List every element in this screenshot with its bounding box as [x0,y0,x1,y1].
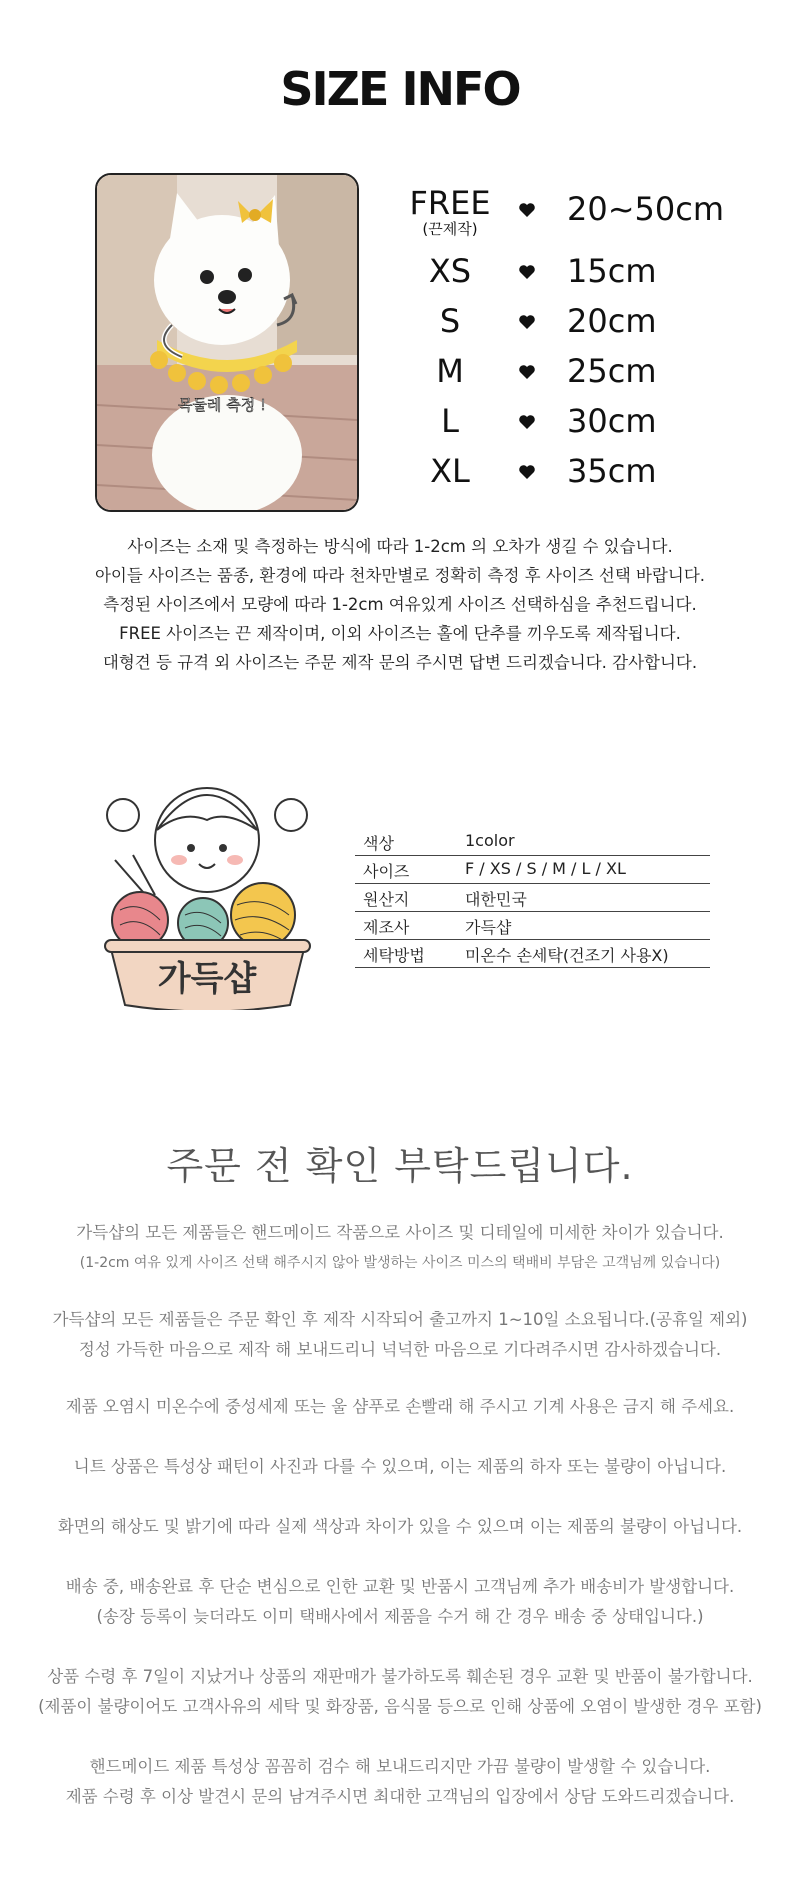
order-note-line: 제품 수령 후 이상 발견시 문의 남겨주시면 최대한 고객님의 입장에서 상담 도와드리겠습니다. [65,1787,735,1806]
spec-label: 원산지 [363,890,410,909]
size-row-s [395,302,755,352]
order-note-line: (송장 등록이 늦더라도 이미 택배사에서 제품을 수거 해 간 경우 배송 중 상태입니다.) [96,1607,704,1626]
spec-label: 세탁방법 [363,946,425,965]
size-row-l [395,402,755,452]
order-note-block [0,1305,800,1365]
order-note-block [0,1452,800,1482]
size-name: XL [430,452,470,490]
size-value: 20cm [567,302,657,340]
spec-value: F / XS / S / M / L / XL [465,859,626,878]
spec-value: 1color [465,831,515,850]
size-value: 20~50cm [567,190,725,228]
order-note-line: 가득샵의 모든 제품들은 주문 확인 후 제작 시작되어 출고까지 1~10일 소요됩니다.(공휴일 제외) [52,1310,748,1329]
photo-annotation: 목둘레 측정 ! [178,396,266,414]
heart-icon [517,412,537,432]
order-note-line: 상품 수령 후 7일이 지났거나 상품의 재판매가 불가하도록 훼손된 경우 교환 및 반품이 불가합니다. [47,1667,753,1686]
size-note: 측정된 사이즈에서 모량에 따라 1-2cm 여유있게 사이즈 선택하심을 추천드립니다. [103,595,697,614]
order-note-block [0,1512,800,1542]
brand-illustration [95,760,320,1010]
spec-row-size [355,856,710,884]
size-value: 35cm [567,452,657,490]
size-name: L [441,402,459,440]
size-value: 15cm [567,252,657,290]
heart-icon [517,312,537,332]
spec-value: 미온수 손세탁(건조기 사용X) [465,946,669,965]
size-note: 사이즈는 소재 및 측정하는 방식에 따라 1-2cm 의 오차가 생길 수 있습니다. [127,537,673,556]
spec-table [355,828,710,968]
order-note-block [0,1218,800,1278]
size-sub-label: (끈제작) [422,220,478,238]
size-note: 대형견 등 규격 외 사이즈는 주문 제작 문의 주시면 답변 드리겠습니다. 감사합니다. [102,653,698,672]
order-note-block [0,1752,800,1812]
size-notes [0,532,800,677]
size-note: 아이들 사이즈는 품종, 환경에 따라 천차만별로 정확히 측정 후 사이즈 선택 바랍니다. [94,566,706,585]
size-row-m [395,352,755,402]
spec-row-maker [355,912,710,940]
dog-illustration [97,175,357,510]
spec-row-origin [355,884,710,912]
order-note-line: 정성 가득한 마음으로 제작 해 보내드리니 넉넉한 마음으로 기다려주시면 감사하겠습니다. [78,1340,722,1359]
spec-value: 대한민국 [465,890,527,909]
size-name: S [439,302,461,340]
heart-icon [517,262,537,282]
brand-name: 가득샵 [157,959,257,999]
spec-label: 색상 [363,834,394,853]
order-note-block [0,1572,800,1632]
size-value: 30cm [567,402,657,440]
size-note: FREE 사이즈는 끈 제작이며, 이외 사이즈는 홀에 단추를 끼우도록 제작됩니다. [119,624,681,643]
size-name: XS [428,252,472,290]
spec-row-washing [355,940,710,968]
heart-icon [517,462,537,482]
order-note-block [0,1662,800,1722]
size-value: 25cm [567,352,657,390]
order-note-line: 핸드메이드 제품 특성상 꼼꼼히 검수 해 보내드리지만 가끔 불량이 발생할 수 있습니다. [89,1757,711,1776]
size-row-xl [395,452,755,502]
spec-label: 제조사 [363,918,410,937]
order-note-line: (1-2cm 여유 있게 사이즈 선택 해주시지 않아 발생하는 사이즈 미스의 택배비 부담은 고객님께 있습니다) [79,1255,721,1271]
order-note-line: 가득샵의 모든 제품들은 핸드메이드 작품으로 사이즈 및 디테일에 미세한 차이가 있습니다. [76,1223,724,1242]
spec-value: 가득샵 [465,918,512,937]
size-name: FREE [409,184,491,222]
size-row-xs [395,252,755,302]
order-note-line: 화면의 해상도 및 밝기에 따라 실제 색상과 차이가 있을 수 있으며 이는 제품의 불량이 아닙니다. [57,1517,743,1536]
dog-photo [95,173,359,512]
order-note-line: 니트 상품은 특성상 패턴이 사진과 다를 수 있으며, 이는 제품의 하자 또는 불량이 아닙니다. [73,1457,727,1476]
order-note-line: 제품 오염시 미온수에 중성세제 또는 울 샴푸로 손빨래 해 주시고 기계 사용은 금지 해 주세요. [65,1397,735,1416]
spec-row-color [355,828,710,856]
size-row-free [395,184,755,240]
order-note-line: 배송 중, 배송완료 후 단순 변심으로 인한 교환 및 반품시 고객님께 추가 배송비가 발생합니다. [65,1577,735,1596]
brand-logo [95,760,320,1010]
page-title: SIZE INFO [280,62,520,116]
spec-label: 사이즈 [363,862,410,881]
order-note-block [0,1392,800,1422]
heart-icon [517,200,537,220]
order-notice-title: 주문 전 확인 부탁드립니다. [166,1144,634,1188]
heart-icon [517,362,537,382]
size-name: M [436,352,464,390]
order-note-line: (제품이 불량이어도 고객사유의 세탁 및 화장품, 음식물 등으로 인해 상품에 오염이 발생한 경우 포함) [38,1697,762,1716]
